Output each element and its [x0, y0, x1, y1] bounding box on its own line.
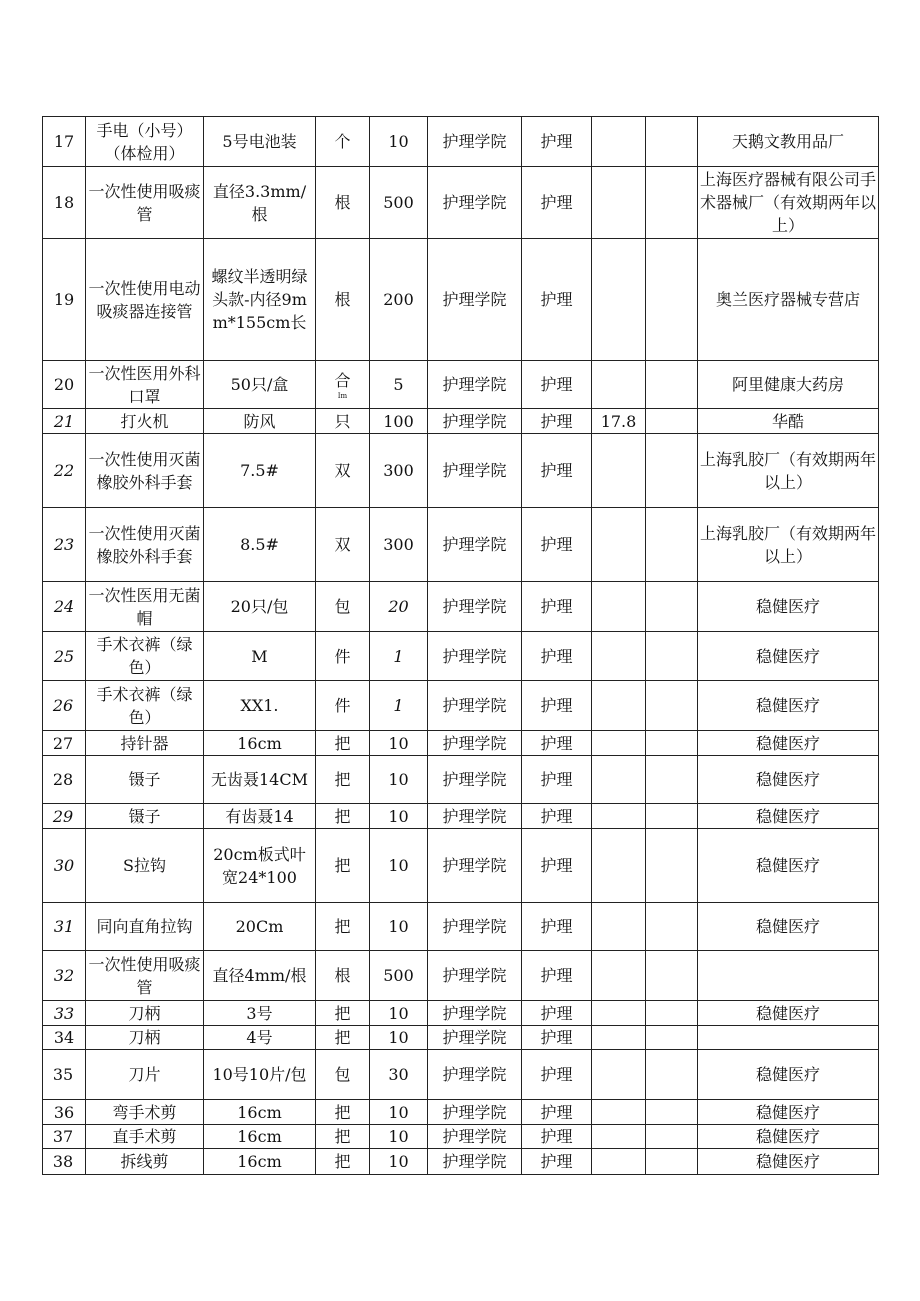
item-spec: 无齿聂14CM [204, 756, 316, 804]
item-unit: 把 [316, 1125, 370, 1149]
supplier [698, 951, 879, 1001]
row-number: 34 [43, 1026, 86, 1050]
extra-cell [646, 1001, 698, 1026]
item-quantity: 200 [370, 239, 428, 361]
item-name: 一次性医用无菌帽 [86, 582, 204, 632]
item-name: 一次性医用外科口罩 [86, 361, 204, 409]
item-name: 直手术剪 [86, 1125, 204, 1149]
item-unit: 把 [316, 903, 370, 951]
unit-price [592, 1001, 646, 1026]
item-quantity: 1 [370, 681, 428, 731]
department: 护理学院 [428, 239, 522, 361]
major: 护理 [522, 582, 592, 632]
item-unit: 双 [316, 508, 370, 582]
table-row [43, 681, 879, 731]
major: 护理 [522, 681, 592, 731]
extra-cell [646, 508, 698, 582]
supplier: 稳健医疗 [698, 1149, 879, 1175]
item-unit: 把 [316, 756, 370, 804]
item-name: 镊子 [86, 804, 204, 829]
item-name: S拉钩 [86, 829, 204, 903]
major: 护理 [522, 409, 592, 434]
department: 护理学院 [428, 167, 522, 239]
item-unit: 根 [316, 167, 370, 239]
supplier: 稳健医疗 [698, 804, 879, 829]
item-spec: 20只/包 [204, 582, 316, 632]
extra-cell [646, 117, 698, 167]
department: 护理学院 [428, 681, 522, 731]
major: 护理 [522, 1100, 592, 1125]
unit-price [592, 829, 646, 903]
major: 护理 [522, 167, 592, 239]
item-unit: 包 [316, 582, 370, 632]
table-row [43, 1026, 879, 1050]
supplier: 稳健医疗 [698, 582, 879, 632]
extra-cell [646, 903, 698, 951]
unit-price [592, 117, 646, 167]
department: 护理学院 [428, 804, 522, 829]
row-number: 22 [43, 434, 86, 508]
department: 护理学院 [428, 756, 522, 804]
extra-cell [646, 731, 698, 756]
item-unit: 把 [316, 829, 370, 903]
department: 护理学院 [428, 1050, 522, 1100]
major: 护理 [522, 903, 592, 951]
department: 护理学院 [428, 582, 522, 632]
extra-cell [646, 1125, 698, 1149]
supplier: 天鹅文教用品厂 [698, 117, 879, 167]
item-spec: 直径4mm/根 [204, 951, 316, 1001]
supplier: 稳健医疗 [698, 1001, 879, 1026]
major: 护理 [522, 1125, 592, 1149]
department: 护理学院 [428, 951, 522, 1001]
item-quantity: 10 [370, 117, 428, 167]
item-quantity: 10 [370, 1125, 428, 1149]
unit-price [592, 731, 646, 756]
major: 护理 [522, 951, 592, 1001]
row-number: 37 [43, 1125, 86, 1149]
major: 护理 [522, 632, 592, 681]
unit-price [592, 804, 646, 829]
row-number: 31 [43, 903, 86, 951]
item-name: 刀片 [86, 1050, 204, 1100]
item-spec: 5号电池装 [204, 117, 316, 167]
table-row [43, 829, 879, 903]
table-row [43, 167, 879, 239]
row-number: 27 [43, 731, 86, 756]
table-row [43, 903, 879, 951]
item-unit: 把 [316, 804, 370, 829]
major: 护理 [522, 829, 592, 903]
supplier: 稳健医疗 [698, 1125, 879, 1149]
department: 护理学院 [428, 829, 522, 903]
row-number: 24 [43, 582, 86, 632]
supplier: 稳健医疗 [698, 829, 879, 903]
extra-cell [646, 1100, 698, 1125]
item-unit: 包 [316, 1050, 370, 1100]
item-unit: 个 [316, 117, 370, 167]
table-row [43, 508, 879, 582]
major: 护理 [522, 361, 592, 409]
item-quantity: 1 [370, 632, 428, 681]
item-spec: 7.5# [204, 434, 316, 508]
extra-cell [646, 1050, 698, 1100]
item-name: 一次性使用灭菌橡胶外科手套 [86, 434, 204, 508]
major: 护理 [522, 756, 592, 804]
unit-price [592, 632, 646, 681]
department: 护理学院 [428, 117, 522, 167]
supplier: 上海乳胶厂（有效期两年以上） [698, 508, 879, 582]
row-number: 18 [43, 167, 86, 239]
table-row [43, 632, 879, 681]
extra-cell [646, 434, 698, 508]
row-number: 23 [43, 508, 86, 582]
procurement-table [42, 116, 879, 1175]
table-row [43, 1125, 879, 1149]
item-name: 刀柄 [86, 1026, 204, 1050]
item-unit: 只 [316, 409, 370, 434]
unit-price [592, 508, 646, 582]
department: 护理学院 [428, 434, 522, 508]
extra-cell [646, 829, 698, 903]
item-spec: 直径3.3mm/根 [204, 167, 316, 239]
row-number: 32 [43, 951, 86, 1001]
major: 护理 [522, 239, 592, 361]
table-row [43, 804, 879, 829]
department: 护理学院 [428, 409, 522, 434]
item-name: 手电（小号）（体检用） [86, 117, 204, 167]
item-name: 刀柄 [86, 1001, 204, 1026]
row-number: 36 [43, 1100, 86, 1125]
row-number: 17 [43, 117, 86, 167]
department: 护理学院 [428, 1149, 522, 1175]
supplier: 上海乳胶厂（有效期两年以上） [698, 434, 879, 508]
unit-price [592, 1125, 646, 1149]
row-number: 29 [43, 804, 86, 829]
item-quantity: 10 [370, 1026, 428, 1050]
item-quantity: 300 [370, 434, 428, 508]
table-row [43, 117, 879, 167]
supplier: 阿里健康大药房 [698, 361, 879, 409]
item-spec: 防风 [204, 409, 316, 434]
item-name: 一次性使用灭菌橡胶外科手套 [86, 508, 204, 582]
table-row [43, 951, 879, 1001]
unit-subscript: Im [337, 392, 348, 400]
item-spec: 3号 [204, 1001, 316, 1026]
item-spec: 4号 [204, 1026, 316, 1050]
table-row [43, 756, 879, 804]
supplier: 稳健医疗 [698, 903, 879, 951]
item-spec: 50只/盒 [204, 361, 316, 409]
row-number: 20 [43, 361, 86, 409]
major: 护理 [522, 1149, 592, 1175]
extra-cell [646, 1149, 698, 1175]
item-spec: 10号10片/包 [204, 1050, 316, 1100]
item-quantity: 100 [370, 409, 428, 434]
item-unit: 把 [316, 1026, 370, 1050]
item-quantity: 300 [370, 508, 428, 582]
department: 护理学院 [428, 1100, 522, 1125]
unit-price [592, 951, 646, 1001]
item-quantity: 10 [370, 1149, 428, 1175]
table-row [43, 434, 879, 508]
item-name: 一次性使用电动吸痰器连接管 [86, 239, 204, 361]
unit-price [592, 434, 646, 508]
extra-cell [646, 239, 698, 361]
item-unit: 根 [316, 951, 370, 1001]
item-spec: 20cm板式叶宽24*100 [204, 829, 316, 903]
unit-price [592, 1026, 646, 1050]
extra-cell [646, 167, 698, 239]
item-spec: 16cm [204, 731, 316, 756]
unit-price [592, 167, 646, 239]
row-number: 35 [43, 1050, 86, 1100]
item-spec: M [204, 632, 316, 681]
major: 护理 [522, 804, 592, 829]
item-quantity: 10 [370, 756, 428, 804]
department: 护理学院 [428, 1026, 522, 1050]
major: 护理 [522, 1026, 592, 1050]
department: 护理学院 [428, 1125, 522, 1149]
item-quantity: 5 [370, 361, 428, 409]
department: 护理学院 [428, 508, 522, 582]
row-number: 26 [43, 681, 86, 731]
supplier: 稳健医疗 [698, 632, 879, 681]
item-unit: 件 [316, 681, 370, 731]
item-spec: 螺纹半透明绿头款-内径9mm*155cm长 [204, 239, 316, 361]
department: 护理学院 [428, 731, 522, 756]
supplier [698, 1026, 879, 1050]
row-number: 38 [43, 1149, 86, 1175]
item-spec: 16cm [204, 1125, 316, 1149]
table-row [43, 1001, 879, 1026]
department: 护理学院 [428, 632, 522, 681]
item-spec: 20Cm [204, 903, 316, 951]
extra-cell [646, 361, 698, 409]
supplier: 奥兰医疗器械专营店 [698, 239, 879, 361]
item-unit: 双 [316, 434, 370, 508]
item-name: 持针器 [86, 731, 204, 756]
supplier: 稳健医疗 [698, 1050, 879, 1100]
unit-price: 17.8 [592, 409, 646, 434]
unit-price [592, 756, 646, 804]
extra-cell [646, 804, 698, 829]
extra-cell [646, 756, 698, 804]
major: 护理 [522, 1050, 592, 1100]
major: 护理 [522, 434, 592, 508]
item-quantity: 10 [370, 731, 428, 756]
extra-cell [646, 951, 698, 1001]
department: 护理学院 [428, 1001, 522, 1026]
row-number: 19 [43, 239, 86, 361]
item-quantity: 10 [370, 903, 428, 951]
item-name: 手术衣裤（绿色） [86, 681, 204, 731]
table-row [43, 239, 879, 361]
item-spec: 16cm [204, 1149, 316, 1175]
item-name: 弯手术剪 [86, 1100, 204, 1125]
extra-cell [646, 1026, 698, 1050]
table-row [43, 361, 879, 409]
unit-text: 合 [334, 371, 351, 390]
item-quantity: 500 [370, 167, 428, 239]
item-quantity: 10 [370, 804, 428, 829]
item-unit: 根 [316, 239, 370, 361]
unit-price [592, 239, 646, 361]
item-quantity: 10 [370, 1100, 428, 1125]
item-quantity: 20 [370, 582, 428, 632]
table-row [43, 1149, 879, 1175]
unit-price [592, 361, 646, 409]
department: 护理学院 [428, 361, 522, 409]
supplier: 稳健医疗 [698, 681, 879, 731]
item-unit [316, 361, 370, 409]
supplier: 上海医疗器械有限公司手术器械厂（有效期两年以上） [698, 167, 879, 239]
item-name: 拆线剪 [86, 1149, 204, 1175]
item-spec: 8.5# [204, 508, 316, 582]
item-spec: 有齿聂14 [204, 804, 316, 829]
supplier: 稳健医疗 [698, 1100, 879, 1125]
item-spec: 16cm [204, 1100, 316, 1125]
unit-price [592, 1050, 646, 1100]
item-name: 一次性使用吸痰管 [86, 951, 204, 1001]
major: 护理 [522, 731, 592, 756]
unit-price [592, 1149, 646, 1175]
item-quantity: 30 [370, 1050, 428, 1100]
major: 护理 [522, 508, 592, 582]
table-row [43, 731, 879, 756]
table-row [43, 1050, 879, 1100]
row-number: 25 [43, 632, 86, 681]
extra-cell [646, 632, 698, 681]
row-number: 28 [43, 756, 86, 804]
extra-cell [646, 409, 698, 434]
supplier: 稳健医疗 [698, 756, 879, 804]
item-unit: 把 [316, 1100, 370, 1125]
extra-cell [646, 582, 698, 632]
item-name: 打火机 [86, 409, 204, 434]
item-name: 镊子 [86, 756, 204, 804]
item-quantity: 10 [370, 829, 428, 903]
major: 护理 [522, 1001, 592, 1026]
row-number: 30 [43, 829, 86, 903]
supplier: 华酷 [698, 409, 879, 434]
item-unit: 件 [316, 632, 370, 681]
major: 护理 [522, 117, 592, 167]
unit-price [592, 903, 646, 951]
item-unit: 把 [316, 731, 370, 756]
unit-price [592, 681, 646, 731]
item-name: 同向直角拉钩 [86, 903, 204, 951]
item-quantity: 10 [370, 1001, 428, 1026]
department: 护理学院 [428, 903, 522, 951]
item-name: 手术衣裤（绿色） [86, 632, 204, 681]
item-name: 一次性使用吸痰管 [86, 167, 204, 239]
item-unit: 把 [316, 1149, 370, 1175]
item-unit: 把 [316, 1001, 370, 1026]
table-row [43, 1100, 879, 1125]
row-number: 21 [43, 409, 86, 434]
table-row [43, 409, 879, 434]
table-row [43, 582, 879, 632]
extra-cell [646, 681, 698, 731]
row-number: 33 [43, 1001, 86, 1026]
supplier: 稳健医疗 [698, 731, 879, 756]
unit-price [592, 582, 646, 632]
item-quantity: 500 [370, 951, 428, 1001]
item-spec: XX1. [204, 681, 316, 731]
unit-price [592, 1100, 646, 1125]
